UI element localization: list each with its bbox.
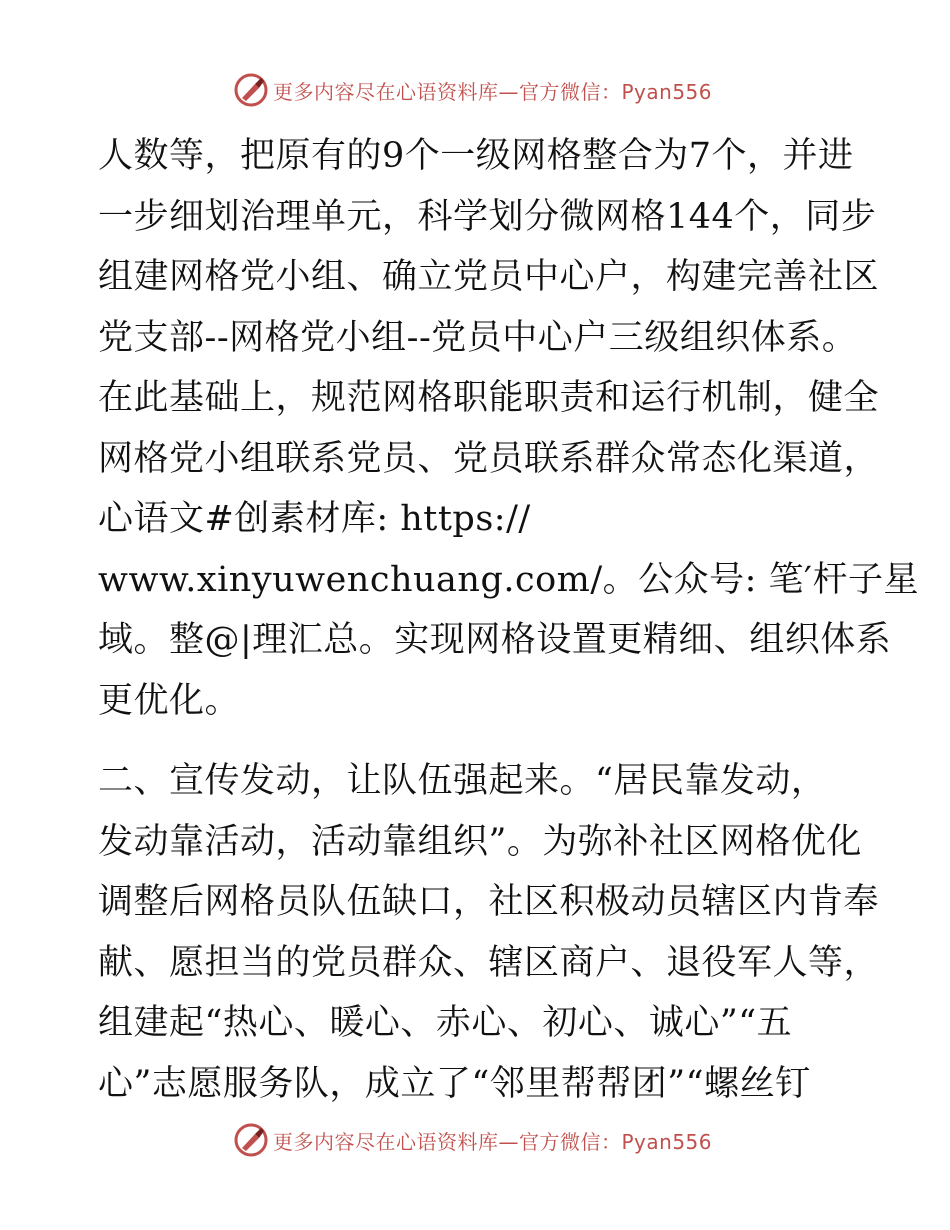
text-line: 心”志愿服务队，成立了“邻里帮帮团”“螺丝钉	[98, 1063, 811, 1104]
text-line: 更优化。	[98, 680, 241, 721]
text-line: 组建网格党小组、确立党员中心户，构建完善社区	[98, 257, 880, 297]
paragraph-1	[98, 126, 919, 731]
footer-banner	[233, 1122, 712, 1158]
text-line: 在此基础上，规范网格职能职责和运行机制，健全	[98, 378, 880, 418]
text-line: 域。整@|理汇总。实现网格设置更精细、组织体系	[98, 620, 892, 660]
text-line: 调整后网格员队伍缺口，社区积极动员辖区内肯奉	[98, 882, 880, 922]
pen-logo-icon	[233, 72, 269, 108]
paragraph-2	[98, 751, 880, 1114]
text-line: 组建起“热心、暖心、赤心、初心、诚心”“五	[98, 1003, 793, 1043]
footer-banner-text: 更多内容尽在心语资料库—官方微信：Pyan556	[273, 1129, 713, 1154]
text-line: 发动靠活动，活动靠组织”。为弥补社区网格优化	[98, 821, 862, 862]
header-banner-text: 更多内容尽在心语资料库—官方微信：Pyan556	[273, 79, 713, 104]
pen-logo-icon	[233, 1122, 269, 1158]
text-line: 一步细划治理单元，科学划分微网格144个，同步	[98, 196, 877, 237]
text-line: 网格党小组联系党员、党员联系群众常态化渠道，	[98, 438, 880, 479]
text-line: www.xinyuwenchuang.com/。公众号: 笔′杆子星	[98, 559, 919, 600]
text-line: 人数等，把原有的9个一级网格整合为7个，并进	[98, 136, 854, 176]
document-body	[98, 126, 919, 1114]
header-banner	[233, 72, 712, 108]
text-line: 党支部--网格党小组--党员中心户三级组织体系。	[98, 317, 858, 358]
text-line: 心语文#创素材库: https://	[98, 499, 531, 539]
text-line: 二、宣传发动，让队伍强起来。“居民靠发动，	[98, 761, 827, 801]
text-line: 献、愿担当的党员群众、辖区商户、退役军人等，	[98, 942, 880, 983]
